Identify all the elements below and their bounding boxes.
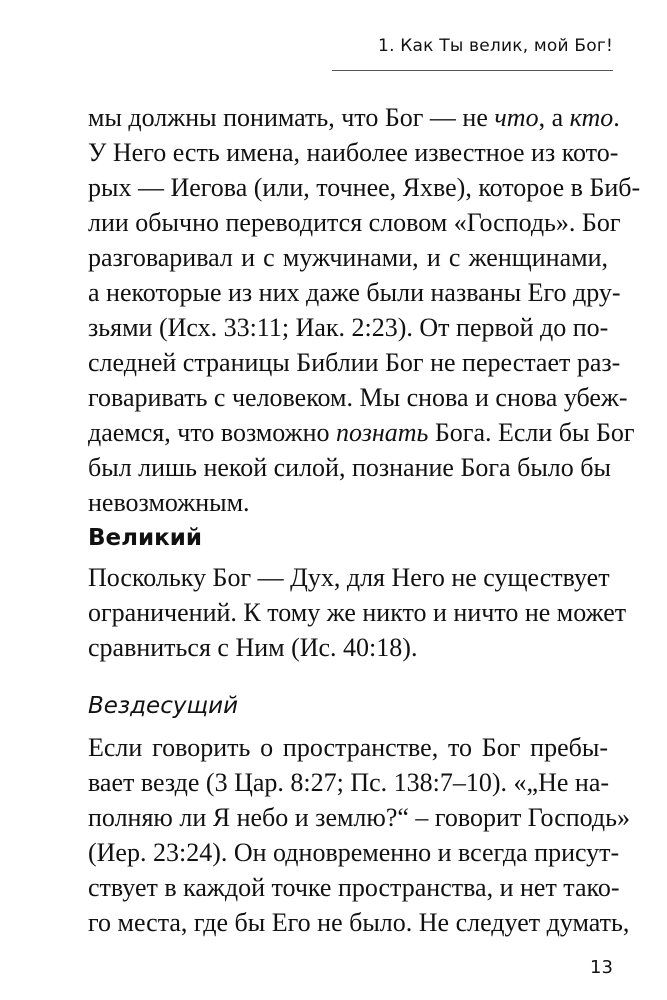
text-line [88,135,619,170]
text-line [88,765,608,800]
text-line [88,100,620,135]
text-line [88,485,608,520]
text-line [88,595,627,630]
text-line [88,835,620,870]
text-line [88,345,621,380]
text-segment: Бога. Если бы Бог [428,418,635,447]
text-segment: сравниться с Ним (Ис. 40:18). [88,633,418,662]
section-heading-vezdesushchiy: Вездесущий [88,693,239,719]
text-segment: говаривать с человеком. Мы снова и снова убеж- [88,383,628,412]
text-segment: (Иер. 23:24). Он одновременно и всегда присут- [88,838,620,867]
text-segment: следней страницы Библии Бог не перестает раз- [88,348,621,377]
text-line [88,870,620,905]
text-segment: полняю ли Я небо и землю?“ – говорит Господь» [88,803,630,832]
paragraph-vezdesushchiy [88,730,630,940]
text-line [88,205,621,240]
text-segment: даемся, что возможно [88,418,337,447]
text-line [88,170,641,205]
section-heading-velikiy: Великий [88,525,202,551]
text-segment: , а [538,103,570,132]
text-line [88,415,635,450]
text-line [88,240,608,275]
emphasis-text: что [494,103,539,132]
text-segment: мы должны понимать, что Бог — не [88,103,495,132]
text-segment: зьями (Исх. 33:11; Иак. 2:23). От первой до по- [88,313,609,342]
text-line [88,730,608,765]
text-segment: был лишь некой силой, познание Бога было бы [88,453,611,482]
emphasis-text: познать [336,418,429,447]
text-segment: вает везде (3 Цар. 8:27; Пс. 138:7–10). «„Не на- [88,768,610,797]
paragraph-velikiy [88,560,627,665]
text-segment: Поскольку Бог — Дух, для Него не существует [88,563,610,592]
text-line [88,630,608,665]
text-segment: разговаривал и с мужчинами, и с женщинами, [88,243,608,272]
text-segment: а некоторые из них даже были названы Его дру- [88,278,621,307]
text-line [88,275,621,310]
running-header: 1. Как Ты велик, мой Бог! [378,36,613,56]
text-line [88,800,630,835]
emphasis-text: кто [569,103,614,132]
text-segment: У Него есть имена, наиболее известное из кото- [88,138,619,167]
page-number: 13 [590,957,613,978]
text-line [88,310,608,345]
text-segment: ограничений. К тому же никто и ничто не может [88,598,627,627]
text-segment: Если говорить о пространстве, то Бог пребы- [88,733,608,762]
text-segment: го места, где бы Его не было. Не следует думать, [88,908,630,937]
text-segment: . [613,103,620,132]
text-line [88,905,630,940]
header-rule [332,70,613,71]
text-segment: ствует в каждой точке пространства, и нет тако- [88,873,620,902]
text-segment: рых — Иегова (или, точнее, Яхве), которое в Биб- [88,173,641,202]
text-line [88,380,628,415]
text-segment: невозможным. [88,488,250,517]
paragraph-1 [88,100,641,520]
text-segment: лии обычно переводится словом «Господь». Бог [88,208,621,237]
text-line [88,560,608,595]
text-line [88,450,611,485]
